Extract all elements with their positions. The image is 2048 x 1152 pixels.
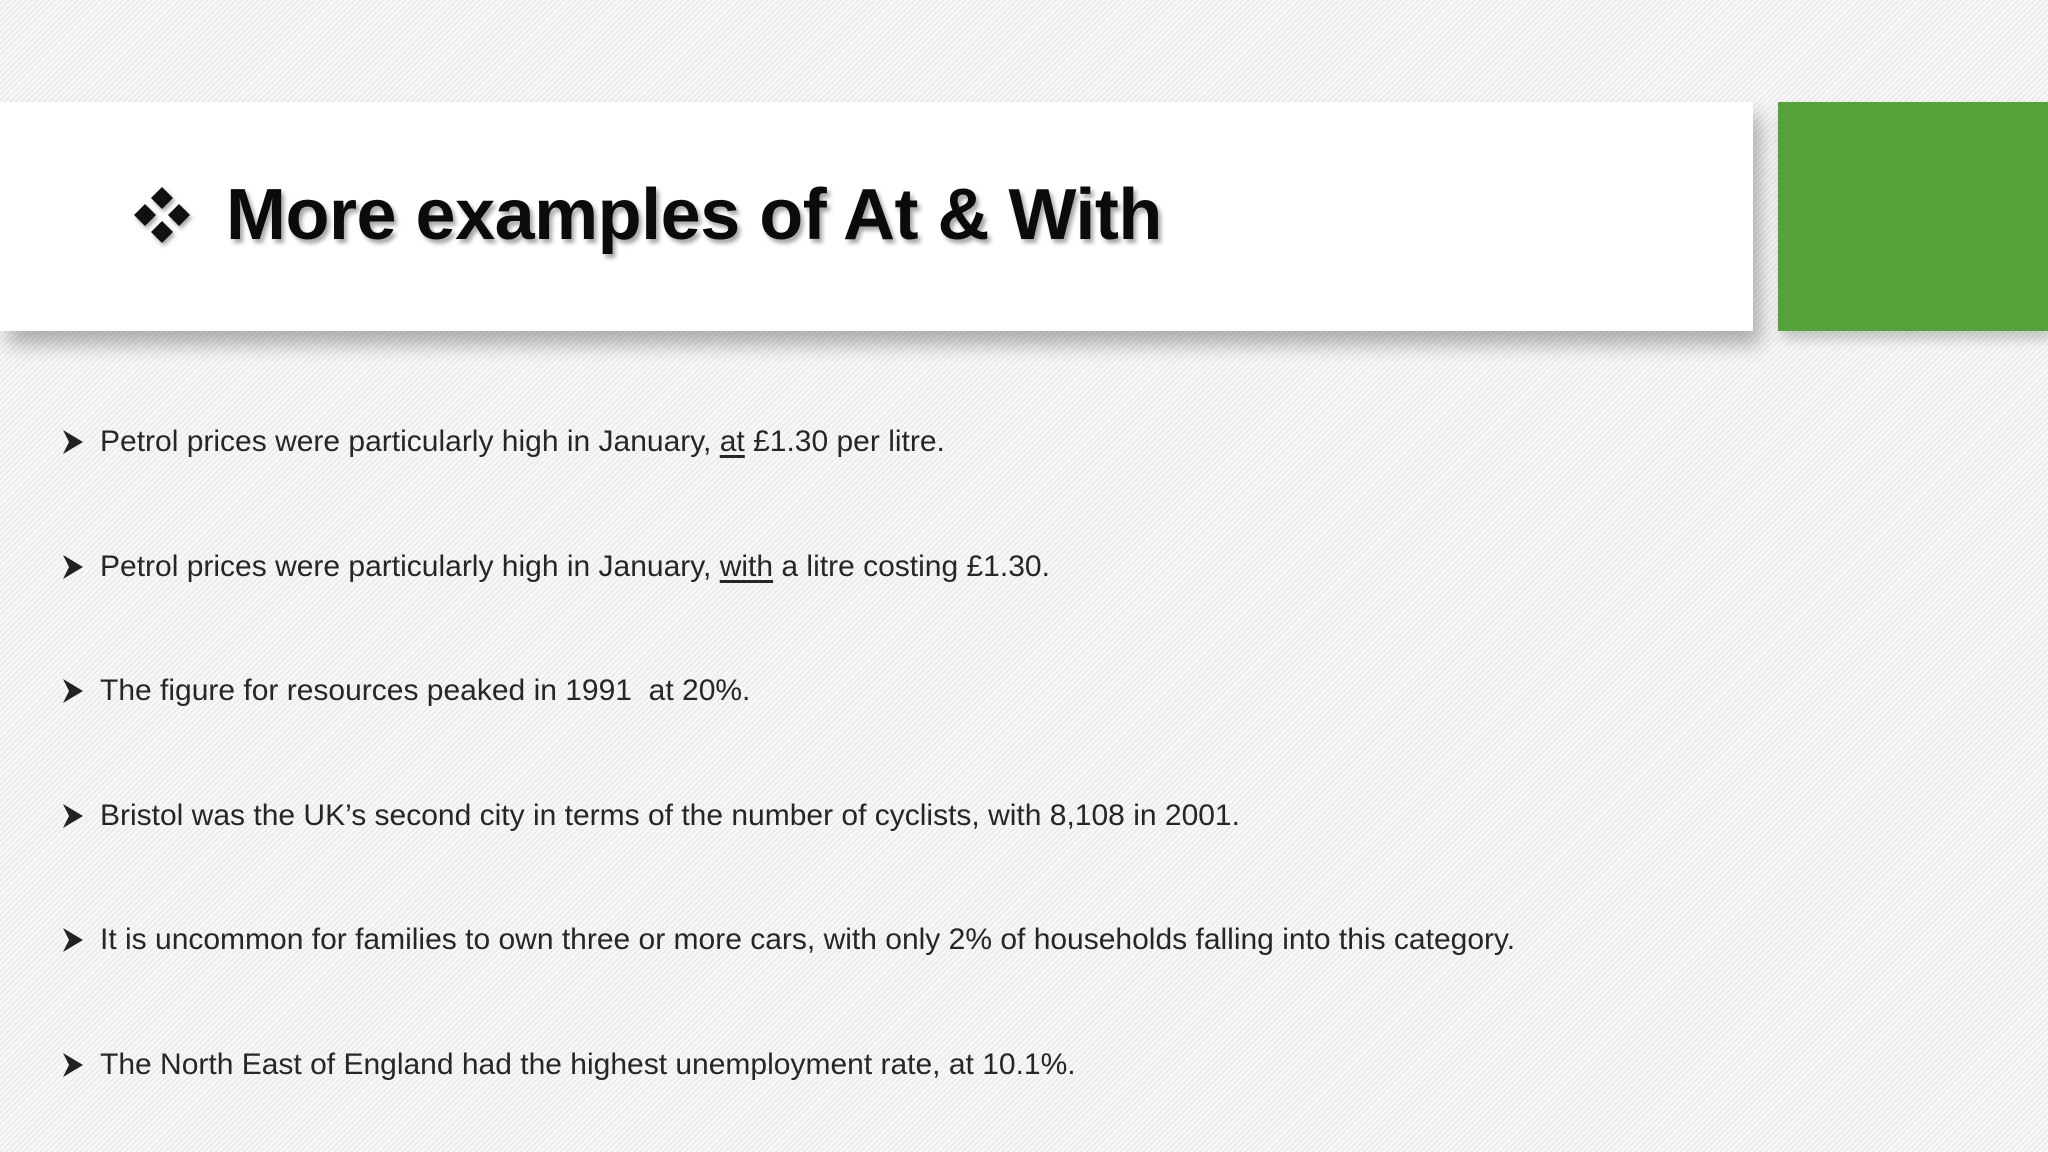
- arrowhead-bullet-icon: [62, 429, 84, 455]
- arrowhead-bullet-icon: [62, 678, 84, 704]
- list-item-text-before: Petrol prices were particularly high in January,: [100, 549, 720, 583]
- list-item-text: Bristol was the UK’s second city in terms of the number of cyclists, with 8,108 in 2001.: [100, 798, 1240, 832]
- underlined-word: with: [719, 549, 774, 583]
- arrowhead-bullet-icon: [62, 803, 84, 829]
- list-item-text: The figure for resources peaked in 1991 at 20%.: [100, 674, 751, 708]
- list-item-text: [100, 425, 945, 459]
- bullet-list: [62, 380, 1702, 1127]
- slide-title: More examples of At & With: [226, 175, 1162, 255]
- list-item: [62, 1003, 1702, 1128]
- arrowhead-bullet-icon: [62, 1052, 84, 1078]
- list-item-text-after: a litre costing £1.30.: [773, 549, 1050, 583]
- list-item: [62, 380, 1702, 505]
- list-item-text: It is uncommon for families to own three or more cars, with only 2% of households falling into this category.: [100, 923, 1516, 957]
- list-item-text: The North East of England had the highest unemployment rate, at 10.1%.: [100, 1047, 1076, 1081]
- diamond-cluster-icon: [132, 185, 192, 245]
- list-item: [62, 505, 1702, 630]
- underlined-word: at: [719, 425, 745, 459]
- arrowhead-bullet-icon: [62, 554, 84, 580]
- accent-block: [1778, 102, 2048, 331]
- list-item: [62, 878, 1702, 1003]
- list-item: [62, 629, 1702, 754]
- list-item-text-before: Petrol prices were particularly high in January,: [100, 425, 720, 459]
- arrowhead-bullet-icon: [62, 927, 84, 953]
- list-item: [62, 754, 1702, 879]
- list-item-text: [100, 550, 1050, 584]
- list-item-text-after: £1.30 per litre.: [744, 425, 945, 459]
- title-row: [132, 160, 1162, 270]
